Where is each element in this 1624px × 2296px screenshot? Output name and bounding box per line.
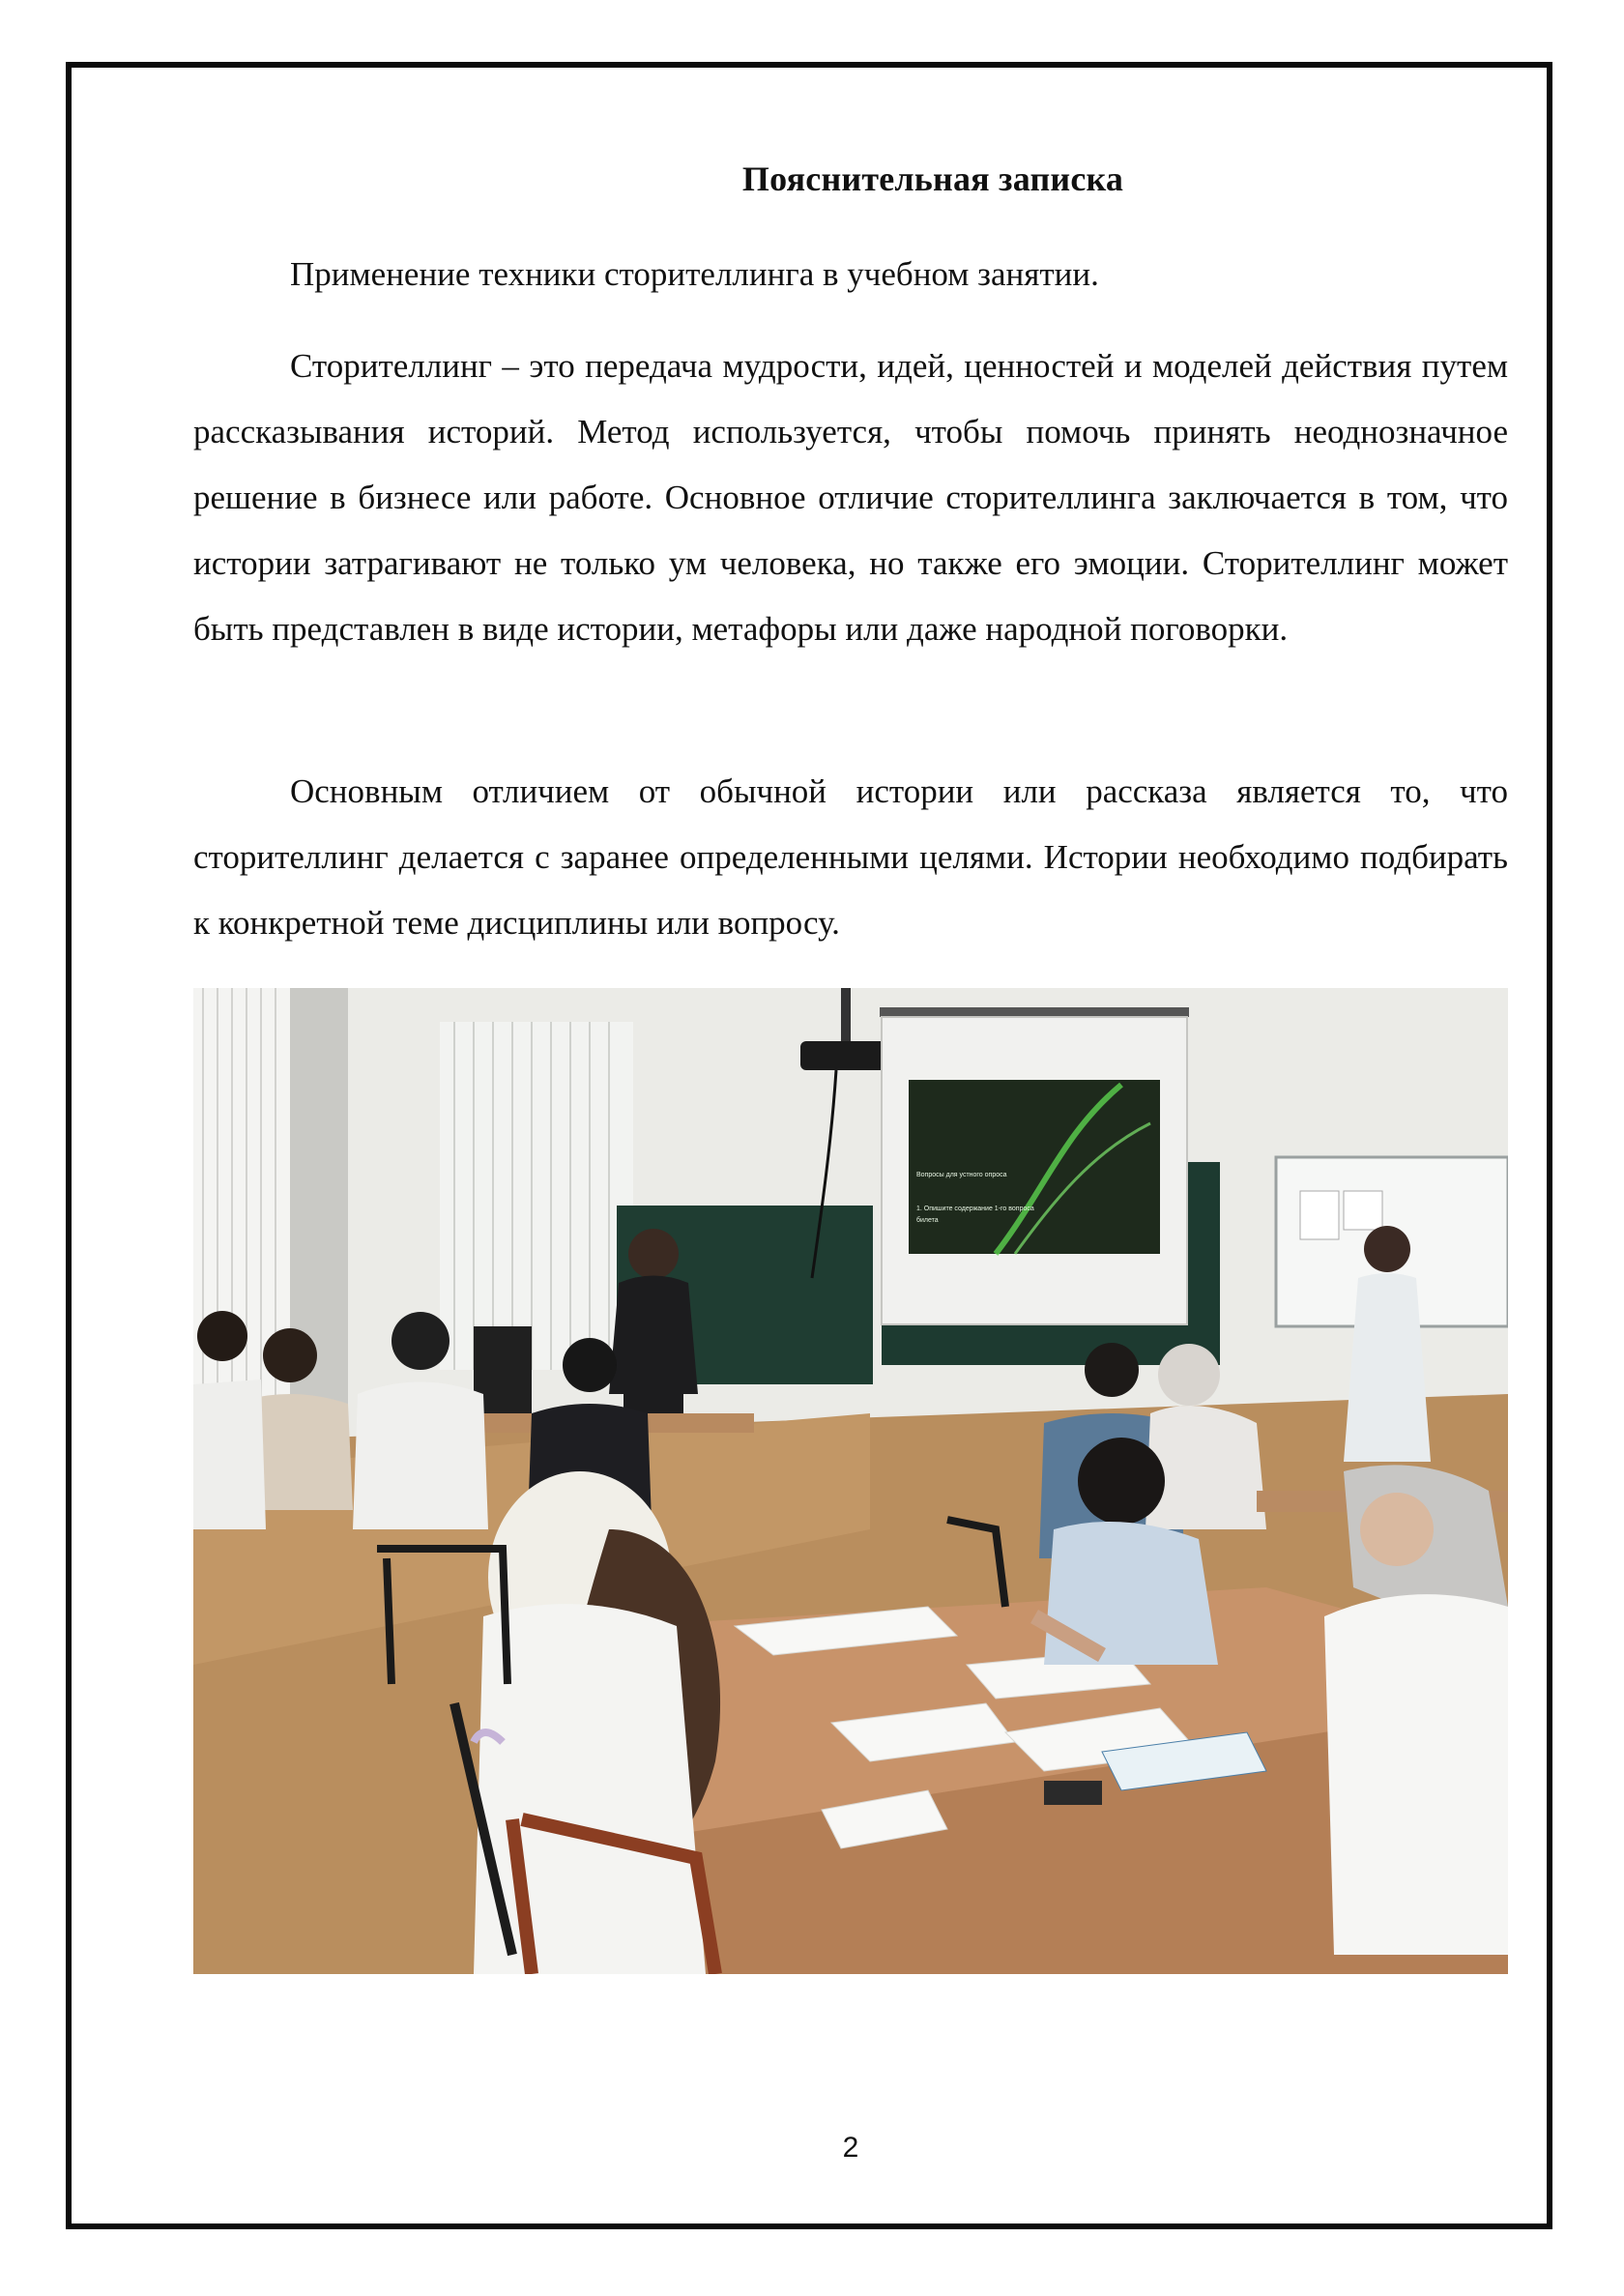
paragraph-definition: Сторителлинг – это передача мудрости, идей, ценностей и моделей действия путем рассказывания историй. Метод используется, чтобы помочь принять неоднозначное решение в бизнесе или работе. Основное отличие сторителлинга заключается в том, что истории затрагивают не только ум человека, но также его эмоции. Сторителлинг может быть представлен в виде истории, метафоры или даже народной поговорки. xyxy=(193,347,1508,648)
classroom-photo xyxy=(193,988,1508,1974)
slide-heading: Вопросы для устного опроса xyxy=(916,1172,1007,1178)
slide-line: 1. Опишите содержание 1-го вопроса xyxy=(916,1206,1034,1212)
paragraph-difference: Основным отличием от обычной истории или рассказа является то, что сторителлинг делается с заранее определенными целями. Истории необходимо подбирать к конкретной теме дисциплины или вопросу. xyxy=(193,772,1508,942)
slide-line-2: билета xyxy=(916,1217,939,1224)
document-title: Пояснительная записка xyxy=(741,160,1124,198)
paragraph-topic: Применение техники сторителлинга в учебном занятии. xyxy=(290,255,1099,293)
page-number: 2 xyxy=(842,2132,859,2164)
